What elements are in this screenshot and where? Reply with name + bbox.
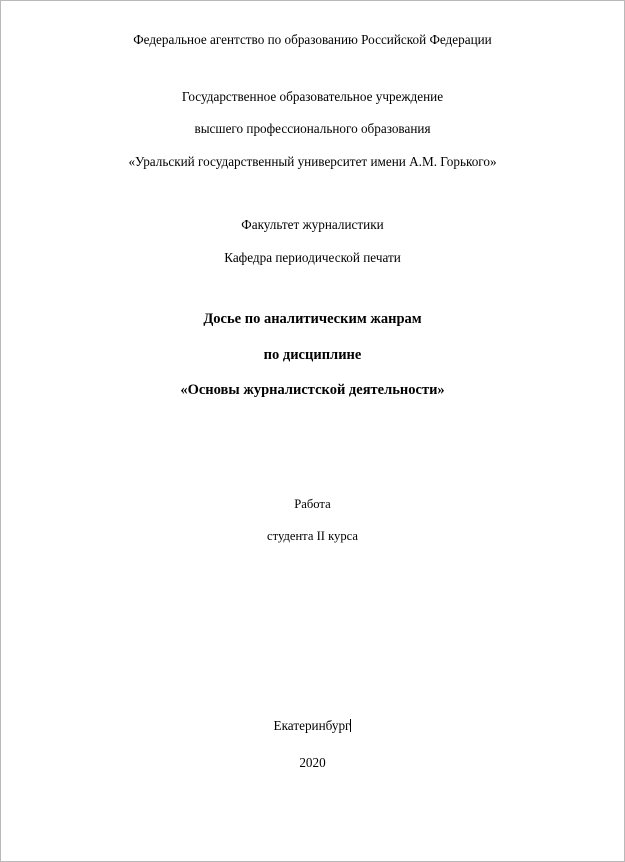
faculty-line: Факультет журналистики [241, 216, 384, 232]
author-line-2: студента II курса [267, 529, 358, 544]
title-line-2: по дисциплине [263, 346, 362, 363]
department-line: Кафедра периодической печати [224, 250, 401, 266]
city-text: Екатеринбург [273, 718, 351, 733]
title-line-3: «Основы журналистской деятельности» [180, 382, 445, 399]
institution-block [59, 90, 566, 168]
year-line: 2020 [299, 755, 326, 771]
agency-block [59, 33, 566, 46]
author-line-1: Работа [294, 496, 331, 511]
institution-line-2: высшего профессионального образования [194, 121, 431, 137]
city-year-block [1, 719, 624, 769]
document-title-block [59, 312, 566, 398]
institution-line-3: «Уральский государственный университет имени А.М. Горького» [128, 153, 497, 169]
author-block [59, 498, 566, 543]
title-line-1: Досье по аналитическим жанрам [203, 311, 422, 328]
city-line [1, 719, 624, 732]
institution-line-1: Государственное образовательное учреждение [181, 89, 444, 105]
text-cursor [350, 719, 351, 732]
agency-line: Федеральное агентство по образованию Российской Федерации [133, 32, 492, 47]
faculty-block [59, 218, 566, 264]
